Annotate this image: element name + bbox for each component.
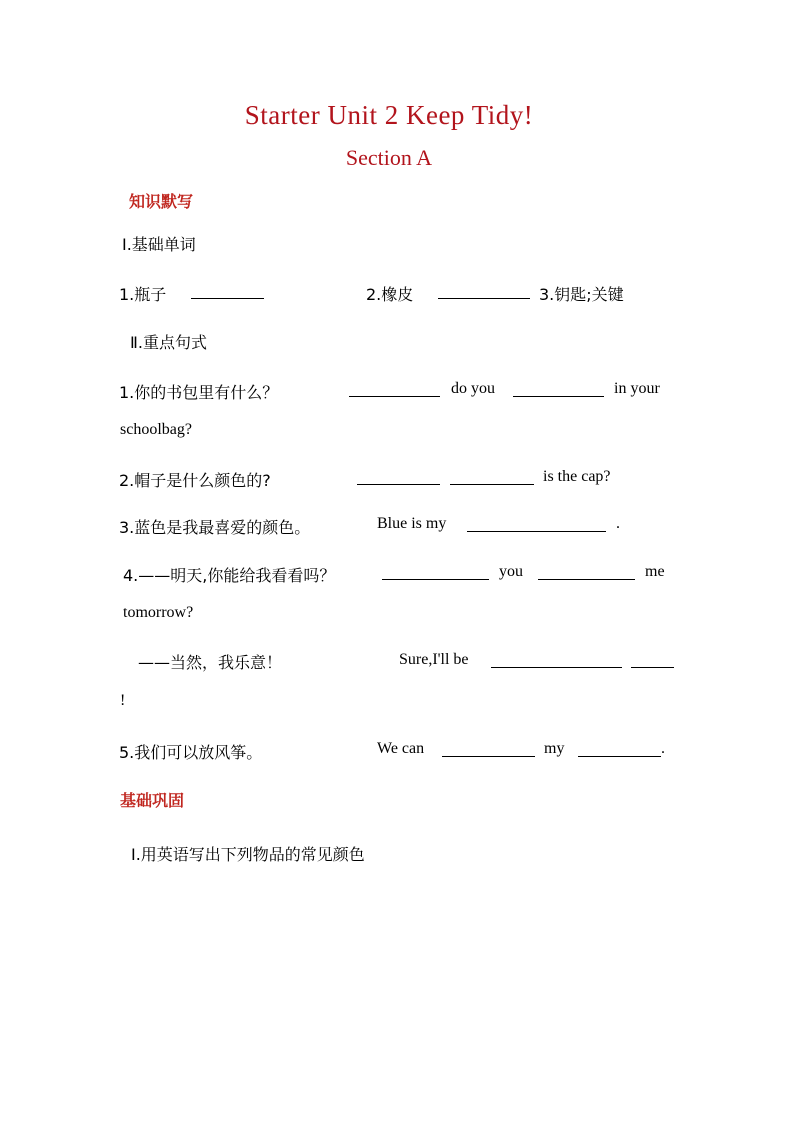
q4-continuation: tomorrow? <box>123 604 194 621</box>
q4-reply-text: Sure,I'll be <box>399 651 469 668</box>
answer-blank[interactable] <box>442 742 535 757</box>
answer-blank[interactable] <box>357 470 440 485</box>
answer-blank[interactable] <box>578 742 661 757</box>
answer-blank[interactable] <box>491 653 622 668</box>
sentences-heading: Ⅱ.重点句式 <box>130 333 207 352</box>
answer-blank[interactable] <box>438 284 530 299</box>
q4-text: me <box>645 563 665 580</box>
q3-chinese: 3.蓝色是我最喜爱的颜色。 <box>119 518 311 537</box>
page-title: Starter Unit 2 Keep Tidy! <box>244 100 534 130</box>
q4-reply-chinese: ——当然，我乐意！ <box>138 653 283 672</box>
q4-reply-end: ! <box>120 692 126 709</box>
q3-text: Blue is my <box>377 515 447 532</box>
answer-blank[interactable] <box>513 382 604 397</box>
part2-task-heading: Ⅰ.用英语写出下列物品的常见颜色 <box>131 845 365 864</box>
answer-blank[interactable] <box>467 517 606 532</box>
q2-text: is the cap? <box>543 468 611 485</box>
answer-blank[interactable] <box>538 565 635 580</box>
q4-text: you <box>499 563 523 580</box>
q1-continuation: schoolbag? <box>120 421 192 438</box>
section-heading-consolidation: 基础巩固 <box>120 791 185 810</box>
q5-end: . <box>661 740 665 757</box>
q1-text: in your <box>614 380 660 397</box>
q1-chinese: 1.你的书包里有什么？ <box>119 383 279 402</box>
q5-text: We can <box>377 740 425 757</box>
section-heading-knowledge: 知识默写 <box>129 192 194 211</box>
answer-blank[interactable] <box>382 565 489 580</box>
answer-blank[interactable] <box>631 653 674 668</box>
vocab-item-3: 3.钥匙;关键 <box>539 285 624 304</box>
q4-chinese: 4.——明天,你能给我看看吗？ <box>123 566 336 585</box>
q2-chinese: 2.帽子是什么颜色的? <box>119 471 271 490</box>
q5-chinese: 5.我们可以放风筝。 <box>119 743 263 762</box>
vocab-heading: Ⅰ.基础单词 <box>122 235 196 254</box>
q3-end: . <box>616 515 620 532</box>
section-title: Section A <box>345 145 433 170</box>
answer-blank[interactable] <box>349 382 440 397</box>
answer-blank[interactable] <box>191 284 264 299</box>
vocab-item-1: 1.瓶子 <box>119 285 167 304</box>
q5-text: my <box>544 740 565 757</box>
answer-blank[interactable] <box>450 470 534 485</box>
vocab-item-2: 2.橡皮 <box>366 285 414 304</box>
q1-text: do you <box>451 380 495 397</box>
